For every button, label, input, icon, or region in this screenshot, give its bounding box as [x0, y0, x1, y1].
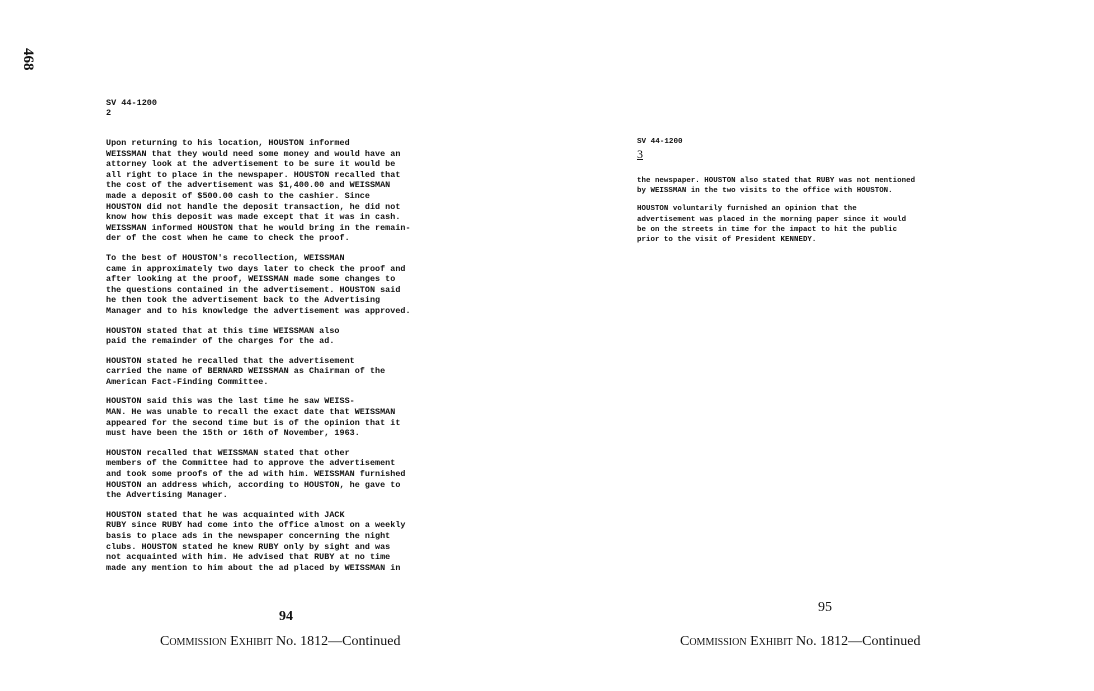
paragraph: To the best of HOUSTON's recollection, WEISSMAN came in approximately two days later to check the proof and after looking at the proof, WEISSMAN made some changes to the questions contained in the advertisement. HOUSTON said he then took the advertisement back to the Advertising Manager and to his knowledge the advertisement was approved. [106, 252, 411, 316]
paragraph: HOUSTON voluntarily furnished an opinion that the advertisement was placed in the morning paper since it would be on the streets in time for the impact to hit the public prior to the visit of President KENNEDY. [637, 205, 907, 245]
paragraph: HOUSTON recalled that WEISSMAN stated that other members of the Committee had to approve the advertisement and took some proofs of the ad with him. WEISSMAN furnished HOUSTON an address which, according to HOUSTON, he gave to the Advertising Manager. [106, 447, 406, 501]
left-caption [160, 634, 400, 650]
page-marker: 2 [106, 108, 112, 118]
file-number: SV 44-1200 [637, 138, 683, 146]
left-page-number: 94 [279, 609, 293, 624]
right-caption [680, 634, 920, 650]
paragraph: HOUSTON said this was the last time he saw WEISS- MAN. He was unable to recall the exact date that WEISSMAN appeared for the second time but is of the opinion that it must have been the 15th or 16th of November, 1963. [106, 396, 401, 439]
right-page [637, 137, 1009, 253]
page-marker: 3 [637, 147, 643, 161]
paragraph: HOUSTON stated he recalled that the advertisement carried the name of BERNARD WEISSMAN as Chairman of the American Fact-Finding Committee. [106, 355, 386, 387]
caption-prefix: Commission Exhibit [160, 634, 273, 649]
right-page-number: 95 [818, 600, 832, 615]
paragraph: Upon returning to his location, HOUSTON informed WEISSMAN that they would need some money and would have an attorney look at the advertisement to be sure it would be all right to place in the newspaper. HOUSTON recalled that the cost of the advertisement was $1,400.00 and WEISSMAN made a deposit of $500.00 cash to the cashier. Since HOUSTON did not handle the deposit transaction, he did not know how this deposit was made except that it was in cash. WEISSMAN informed HOUSTON that he would bring in the remain- der of the cost when he came to check the proof. [106, 138, 411, 244]
caption-prefix: Commission Exhibit [680, 634, 793, 649]
paragraph: HOUSTON stated that he was acquainted with JACK RUBY since RUBY had come into the office almost on a weekly basis to place ads in the newspaper concerning the night clubs. HOUSTON stated he knew RUBY only by sight and was not acquainted with him. He advised that RUBY at no time made any mention to him about the ad placed by WEISSMAN in [106, 509, 406, 573]
paragraph: HOUSTON stated that at this time WEISSMAN also paid the remainder of the charges for the ad. [106, 325, 340, 347]
file-number: SV 44-1200 [106, 98, 158, 108]
paragraph: the newspaper. HOUSTON also stated that RUBY was not mentioned by WEISSMAN in the two visits to the office with HOUSTON. [637, 177, 916, 196]
caption-suffix: No. 1812—Continued [796, 634, 921, 649]
caption-suffix: No. 1812—Continued [276, 634, 401, 649]
margin-page-number: 468 [20, 48, 36, 71]
left-page [106, 98, 494, 582]
